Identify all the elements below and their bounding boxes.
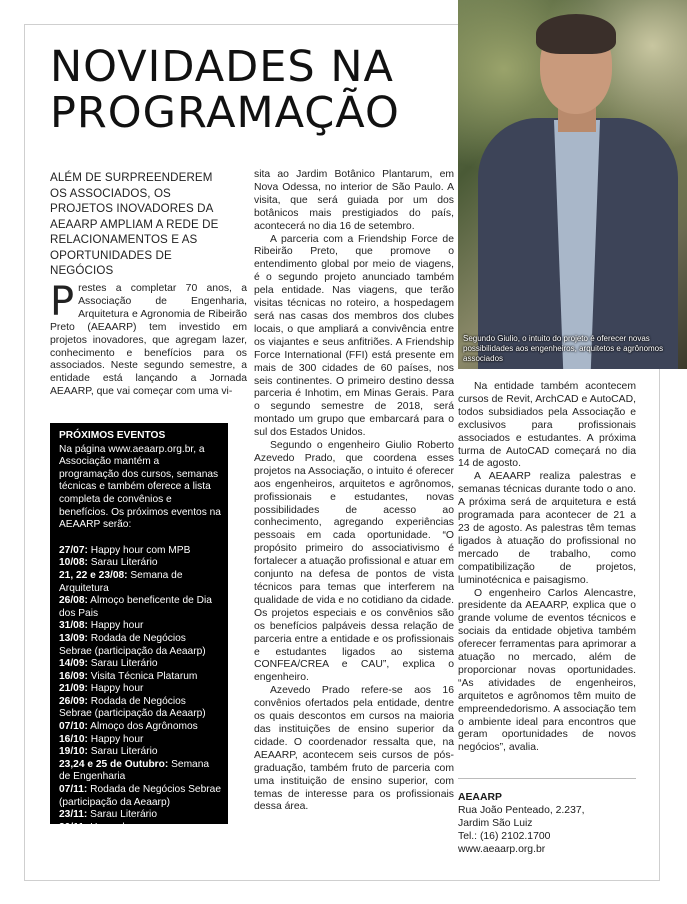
contact-address-line: Rua João Penteado, 2.237, [458,805,585,816]
event-text: Happy hour [87,683,144,695]
page-title: NOVIDADES NA PROGRAMAÇÃO [50,42,400,138]
event-item [59,809,221,822]
event-date: 21/09: [59,683,88,695]
event-date: 26/08: [59,595,88,607]
contact-org: AEAARP [458,792,502,803]
events-box [50,423,228,846]
event-date: 08/12: [59,834,88,846]
event-item [59,734,221,747]
article-paragraph: O engenheiro Carlos Alencastre, presidente da AEAARP, explica que o grande volume de eventos técnicos e sociais da entidade objetiva também oferecer ferramentas para aprimorar a atuação no mercado, além de proporcionar novas oportunidades. “As atividades de engenheiros, arquitetos e agrônomos têm muito de empreendedorismo. A associação tem o ambiente ideal para encontros que geram oportunidades de novos negócios”, avalia. [458,587,636,754]
event-item [59,696,221,721]
article-column-2 [254,169,454,814]
event-item [59,683,221,696]
event-text: Visita Técnica Platarum [87,670,198,682]
events-heading: PRÓXIMOS EVENTOS [59,430,166,441]
event-item [59,822,221,835]
event-text: Rodada de Negócios Sebrae (participação da Aeaarp) [59,784,221,808]
paragraph-text: restes a completar 70 anos, a Associação de Engenharia, Arquitetura e Agronomia de Ribeirão Preto (AEAARP) tem investido em projetos inovadores, que agregam lazer, conhecimento e benefícios para os associados. Neste segundo semestre, a entidade está lançando a Jornada AEAARP, que vai começar com uma vi- [50,283,247,398]
event-text: Sarau Literário [87,746,158,758]
events-intro: Na página www.aeaarp.org.br, a Associação mantém a programação dos cursos, semanas técnicas e também oferece a lista completa de convênios e benefícios. Os próximos eventos na AEAARP serão: [59,443,221,531]
article-paragraph: Azevedo Prado refere-se aos 16 convênios ofertados pela entidade, dentre os quais descontos em cursos na maioria das instituições de ensino superior da cidade. O coordenador ressalta que, na AEAARP, acontecem seis cursos de pós-graduação, também fruto de parceria com uma instituição de ensino superior, com temas de interesse para os profissionais dessa área. [254,685,454,813]
event-text: Sarau Literário [87,658,158,670]
event-text: Happy hour [87,821,143,833]
contact-block [458,778,636,856]
article-paragraph: A parceria com a Friendship Force de Ribeirão Preto, que promove o entendimento global por meio de viagens, é o segundo projeto anunciado também pela entidade. Nas viagens, que terão visitas técnicas no roteiro, a hospedagem será nas casas dos membros dos clubes locais, o que ampliará a convivência entre os viajantes e seus anfitriões. A Friendship Force International (FFI) está presente em mais de 300 cidades de 60 países, nos seis continentes. O primeiro destino dessa parceria é Inhotim, em Minas Gerais. Para o segundo semestre de 2018, será montado um grupo que embarcará para o sul dos Estados Unidos. [254,233,454,439]
event-text: Almoço dos Agrônomos [87,721,198,733]
event-date: 16/10: [59,733,88,745]
article-paragraph [50,279,247,399]
event-date: 23/11: [59,809,88,821]
event-item [59,834,221,847]
events-list [59,545,221,847]
event-text: Semana de Engenharia [59,758,210,783]
event-date: 31/08: [59,620,88,632]
portrait-photo [458,0,687,369]
article-column-1 [50,279,247,399]
contact-phone: Tel.: (16) 2102.1700 [458,831,551,842]
event-item [59,545,221,558]
event-text: Happy hour com MPB [87,544,191,556]
event-item [59,595,221,620]
event-date: 16/09: [59,670,88,682]
article-paragraph: A AEAARP realiza palestras e semanas técnicas durante todo o ano. A próxima será de arquitetura e está programada para acontecer de 21 a 23 de agosto. As palestras têm temas ligados à atuação do profissional no mercado de trabalho, como compatibilização de projetos, luminotécnica e paisagismo. [458,471,636,586]
event-text: Rodada de Negócios Sebrae (participação da Aeaarp) [59,632,206,657]
event-date: 21, 22 e 23/08: [59,569,128,581]
event-date: 26/09: [59,695,88,707]
event-date: 10/08: [59,557,88,569]
article-paragraph: sita ao Jardim Botânico Plantarum, em Nova Odessa, no interior de São Paulo. A visita, que será guiada por um dos botânicos mais prestigiados do país, acontecerá no dia 16 de setembro. [254,169,454,232]
event-date: 27/07: [59,544,88,556]
event-text: Sarau Literário [87,557,158,569]
drop-cap: P [50,279,75,325]
event-text: Semana de Arquitetura [59,569,183,594]
event-text: Festa Profissionais do Ano [87,834,212,846]
article-paragraph: Na entidade também acontecem cursos de Revit, ArchCAD e AutoCAD, todos subsidiados pela Associação e exclusivos para profissionais associados e estudantes. A próxima turma de AutoCAD começará no dia 14 de agosto. [458,381,636,470]
event-text: Almoço beneficente de Dia dos Pais [59,595,212,619]
event-date: 23,24 e 25 de Outubro: [59,758,169,770]
event-text: Rodada de Negócios Sebrae (participação da Aeaarp) [59,695,206,720]
article-lead: ALÉM DE SURPREENDEREM OS ASSOCIADOS, OS PROJETOS INOVADORES DA AEAARP AMPLIAM A REDE DE RELACIONAMENTOS E AS OPORTUNIDADES DE NEGÓCIOS [50,171,219,277]
event-item [59,784,221,809]
event-item [59,557,221,570]
event-item [59,658,221,671]
event-item [59,746,221,759]
article-paragraph: Segundo o engenheiro Giulio Roberto Azevedo Prado, que coordena esses projetos na Associação, o intuito é oferecer aos engenheiros, arquitetos e agrônomos, profissionais e estudantes, novas possibilidades de acesso ao conhecimento, agregando experiências pessoais em cada oportunidade. “O propósito primeiro do associativismo é fortalecer a atuação profissional e atuar em conjunto na defesa de pontos de vista técnicos para temas que interferem na qualidade de vida e no cotidiano da cidade. Os projetos especiais e os convênios são os benefícios palpáveis dessa relação de parceria entre a entidade e os profissionais e estudantes ligados ao sistema CONFEA/CREA e CAU”, explica o engenheiro. [254,440,454,684]
event-date: 07/10: [59,721,88,733]
event-item [59,671,221,684]
event-date: 19/10: [59,746,88,758]
event-text: Sarau Literário [87,809,157,821]
photo-caption: Segundo Giulio, o intuito do projeto é oferecer novas possibilidades aos engenheiros, arquitetos e agrônomos associados [463,334,664,363]
event-date: 30/11: [59,821,88,833]
event-date: 07/11: [59,784,88,796]
event-item [59,759,221,784]
event-item [59,721,221,734]
event-text: Happy hour [87,733,144,745]
event-date: 13/09: [59,632,88,644]
event-date: 14/09: [59,658,88,670]
contact-website[interactable]: www.aeaarp.org.br [458,844,546,855]
event-item [59,570,221,595]
event-item [59,633,221,658]
article-column-3 [458,381,636,755]
event-item [59,620,221,633]
hair-shape [536,14,616,54]
event-text: Happy hour [87,620,144,632]
contact-address-line: Jardim São Luiz [458,818,533,829]
